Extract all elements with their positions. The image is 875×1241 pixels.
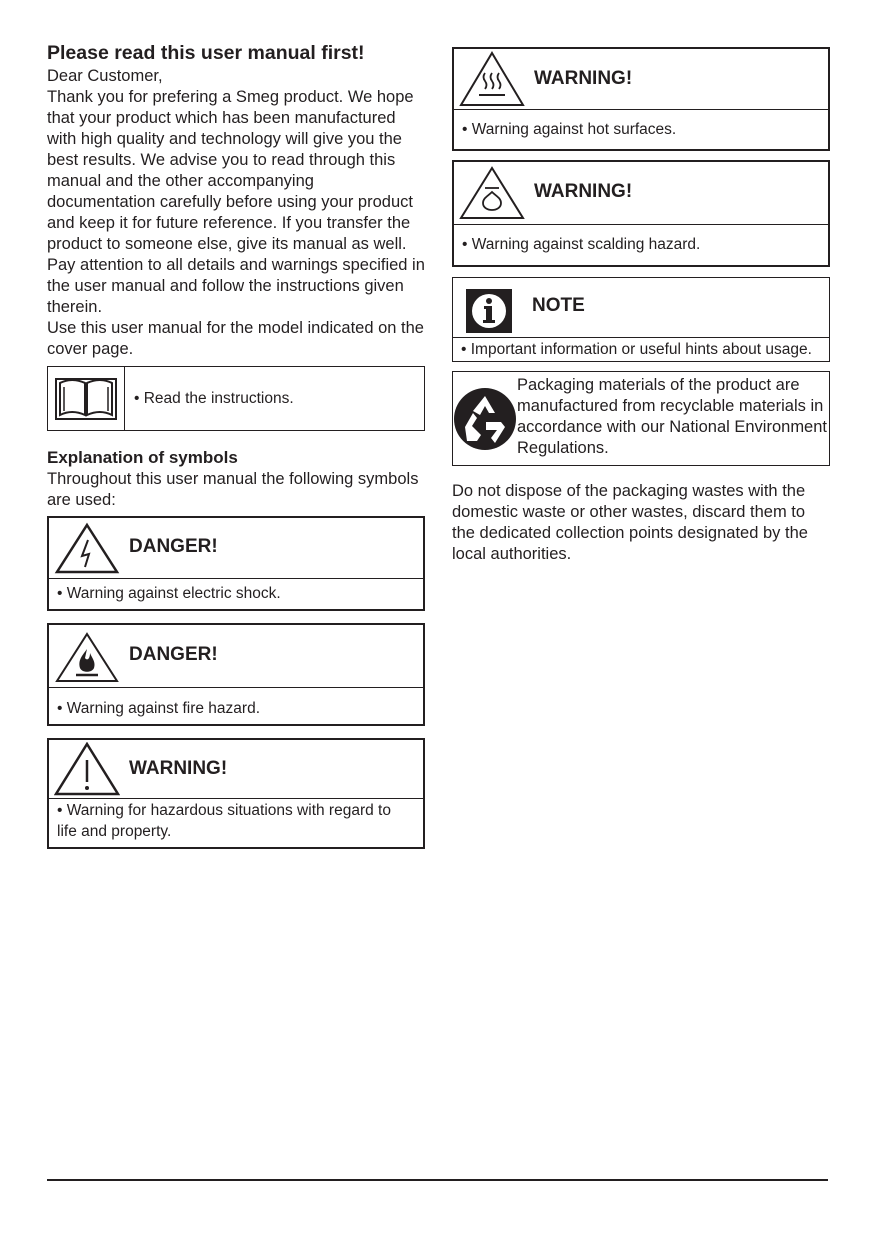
symbol-description: • Warning against electric shock. xyxy=(57,585,281,602)
symbol-box-fire-hazard xyxy=(47,623,425,726)
model-note: Use this user manual for the model indicated on the cover page. xyxy=(47,319,424,358)
scalding-icon xyxy=(459,166,525,225)
fire-hazard-icon xyxy=(54,631,120,688)
symbol-box-electric-shock xyxy=(47,516,425,611)
greeting: Dear Customer, xyxy=(47,67,163,85)
page-title: Please read this user manual first! xyxy=(47,42,365,64)
right-column xyxy=(452,47,830,565)
recycling-text: Packaging materials of the product are manufactured from recyclable materials in accordance with our National Environment Regulations. xyxy=(517,376,827,457)
symbol-box-general-warning xyxy=(47,738,425,849)
symbol-title: DANGER! xyxy=(129,536,218,557)
footer-rule xyxy=(47,1179,828,1181)
symbol-box-note xyxy=(452,277,830,362)
exclamation-warning-icon xyxy=(54,742,120,801)
read-instructions-text: • Read the instructions. xyxy=(134,389,294,407)
symbol-title: WARNING! xyxy=(129,758,228,779)
symbols-intro: Throughout this user manual the following symbols are used: xyxy=(47,470,419,509)
info-icon xyxy=(465,288,513,339)
recycling-box xyxy=(452,371,830,466)
symbols-heading: Explanation of symbols xyxy=(47,448,238,467)
symbol-description: • Warning against fire hazard. xyxy=(57,700,261,717)
symbol-description: • Important information or useful hints about usage. xyxy=(461,341,812,358)
open-book-icon xyxy=(48,367,125,430)
symbol-title: DANGER! xyxy=(129,644,218,665)
symbol-description: • Warning for hazardous situations with regard to life and property. xyxy=(57,802,391,840)
left-column xyxy=(47,40,425,849)
symbol-title: WARNING! xyxy=(534,181,633,202)
symbol-title: NOTE xyxy=(532,295,585,316)
read-instructions-box xyxy=(47,366,425,431)
symbol-box-hot-surface xyxy=(452,47,830,151)
electric-shock-icon xyxy=(54,522,120,579)
disposal-text: Do not dispose of the packaging wastes with the domestic waste or other wastes, discard them to the dedicated collection points designated by the local authorities. xyxy=(452,482,808,563)
hot-surface-icon xyxy=(459,51,525,112)
symbol-title: WARNING! xyxy=(534,68,633,89)
intro-paragraph: Thank you for prefering a Smeg product. We hope that your product which has been manufactured with high quality and technology will give you the best results. We advise you to read through this manual and the other accompanying documentation carefully before using your product and keep it for future reference. If you transfer the product to someone else, give its manual as well. Pay attention to all details and warnings specified in the user manual and follow the instructions given therein. xyxy=(47,88,425,316)
symbol-description: • Warning against hot surfaces. xyxy=(462,121,677,138)
symbol-description: • Warning against scalding hazard. xyxy=(462,236,701,253)
recycle-icon xyxy=(453,372,517,465)
symbol-box-scalding xyxy=(452,160,830,267)
